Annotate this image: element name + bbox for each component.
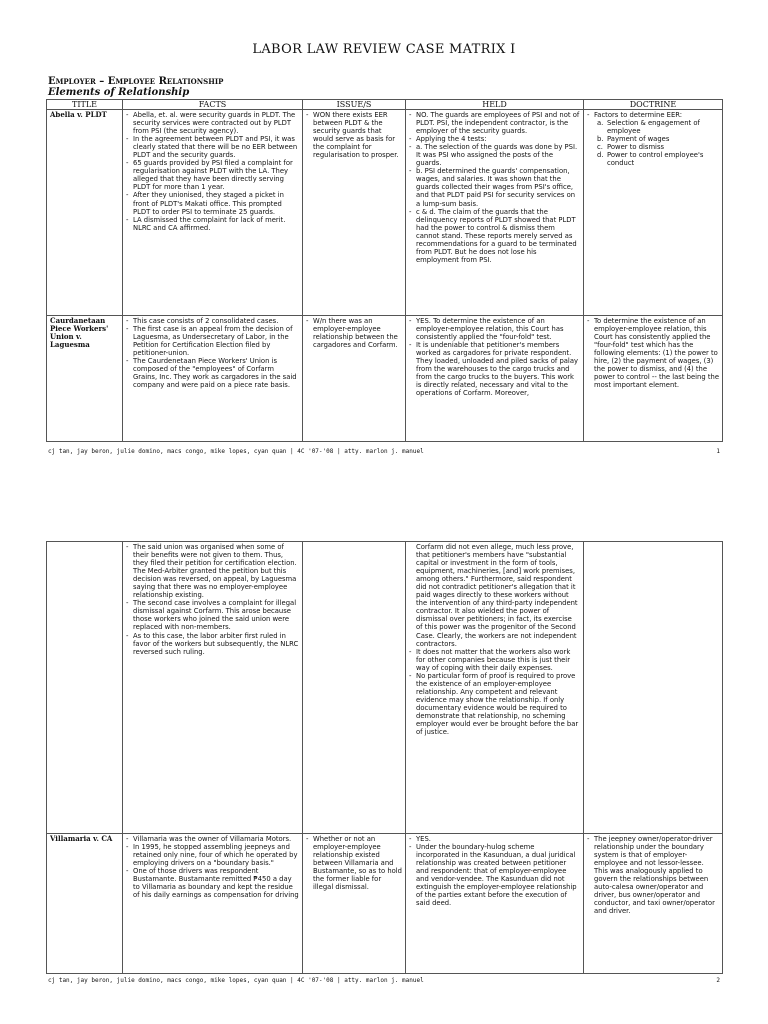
table-row — [47, 542, 723, 834]
issues-cell — [303, 542, 406, 834]
list-item: - It does not matter that the workers also work for other companies because this is just their way of coping with their daily expenses. — [409, 648, 580, 672]
list-item: - In the agreement between PLDT and PSI, it was clearly stated that there will be no EER between PLDT and the security guards. — [126, 135, 299, 159]
list-item: - This case consists of 2 consolidated cases. — [126, 317, 299, 325]
header-issues: ISSUE/S — [303, 100, 406, 110]
list-item: Corfarm did not even allege, much less prove, that petitioner's members have "substantial capital or investment in the form of tools, equipment, machineries, [and] work premises, among others." Furthermore, said respondent did not contradict petitioner's allegation that it paid wages directly to these workers without the intervention of any third-party independent contractor. It also wielded the power of dismissal over petitioners; in fact, its exercise of this power was the progenitor of the Second Case. Clearly, the workers are not independent contractors. — [416, 543, 578, 648]
table-row — [47, 110, 723, 316]
list-item: - Whether or not an employer-employee relationship existed between Villamaria and Bustamante, so as to hold the former liable for illegal dismissal. — [306, 835, 402, 891]
case-title: Caurdanetaan Piece Workers' Union v. Laguesma — [47, 316, 123, 442]
page-footer — [48, 977, 720, 984]
doctrine-cell — [584, 834, 723, 974]
page-number: 1 — [716, 448, 720, 455]
doctrine-cell — [584, 110, 723, 316]
list-item: - LA dismissed the complaint for lack of merit. NLRC and CA affirmed. — [126, 216, 299, 232]
doctrine-cell — [584, 542, 723, 834]
issues-cell — [303, 834, 406, 974]
list-item: - After they unionised, they staged a picket in front of PLDT's Makati office. This prompted PLDT to order PSI to terminate 25 guards. — [126, 191, 299, 215]
list-item: - YES. — [409, 835, 580, 843]
page-footer — [48, 448, 720, 455]
footer-credits: cj tan, jay beron, julie domino, macs congo, mike lopes, cyan quan | 4C '07-'08 | atty. marlon j. manuel — [48, 448, 424, 455]
case-matrix-table-page1 — [46, 99, 723, 442]
case-title — [47, 542, 123, 834]
list-item: - 65 guards provided by PSI filed a complaint for regularisation against PLDT with the LA. They alleged that they have been directly serving PLDT for more than 1 year. — [126, 159, 299, 191]
list-item: c. Power to dismiss — [597, 143, 719, 151]
page-number: 2 — [716, 977, 720, 984]
list-item: - The said union was organised when some of their benefits were not given to them. Thus, they filed their petition for certification election. The Med-Arbiter granted the petition but this decision was reversed, on appeal, by Laguesma saying that there was no employer-employee relationship existing. — [126, 543, 299, 599]
list-item: - One of those drivers was respondent Bustamante. Bustamante remitted ₱450 a day to Villamaria as boundary and kept the residue of his daily earnings as compensation for driving — [126, 867, 299, 899]
list-item: d. Power to control employee's conduct — [597, 151, 719, 167]
issues-cell — [303, 110, 406, 316]
list-item: - As to this case, the labor arbiter first ruled in favor of the workers but subsequently, the NLRC reversed such ruling. — [126, 632, 299, 656]
facts-cell — [123, 834, 303, 974]
list-item: - Under the boundary-hulog scheme incorporated in the Kasunduan, a dual juridical relationship was created between petitioner and respondent: that of employer-employee and vendor-vendee. The Kasunduan did not extinguish the employer-employee relationship of the parties extant before the execution of said deed. — [409, 843, 580, 907]
list-item: - It is undeniable that petitioner's members worked as cargadores for private respondent. They loaded, unloaded and piled sacks of palay from the warehouses to the cargo trucks and from the cargo trucks to the buyers. This work is directly related, necessary and vital to the operations of Corfarm. Moreover, — [409, 341, 580, 397]
list-item: - Abella, et. al. were security guards in PLDT. The security services were contracted out by PLDT from PSI (the security agency). — [126, 111, 299, 135]
list-item: - The first case is an appeal from the decision of Laguesma, as Undersecretary of Labor, in the Petition for Certification Election filed by petitioner-union. — [126, 325, 299, 357]
list-item: - To determine the existence of an employer-employee relation, this Court has consistently applied the "four-fold" test which has the following elements: (1) the power to hire, (2) the payment of wages, (3) the power to dismiss, and (4) the power to control -- the last being the most important element. — [587, 317, 719, 389]
case-title: Villamaria v. CA — [47, 834, 123, 974]
table-header-row — [47, 100, 723, 110]
list-item: - W/n there was an employer-employee relationship between the cargadores and Corfarm. — [306, 317, 402, 349]
list-item: - Applying the 4 tests: — [409, 135, 580, 143]
held-cell — [406, 542, 584, 834]
list-item: - In 1995, he stopped assembling jeepneys and retained only nine, four of which he operated by employing drivers on a "boundary basis." — [126, 843, 299, 867]
document-title: LABOR LAW REVIEW CASE MATRIX I — [252, 42, 516, 57]
facts-cell — [123, 110, 303, 316]
header-title: TITLE — [47, 100, 123, 110]
header-held: HELD — [406, 100, 584, 110]
issues-cell — [303, 316, 406, 442]
header-facts: FACTS — [123, 100, 303, 110]
table-row — [47, 316, 723, 442]
list-item: - Factors to determine EER: — [587, 111, 719, 119]
facts-cell — [123, 542, 303, 834]
list-item: - The second case involves a complaint for illegal dismissal against Corfarm. This arose because those workers who joined the said union were replaced with non-members. — [126, 599, 299, 631]
list-item: - WON there exists EER between PLDT & the security guards that would serve as basis for the complaint for regularisation to prosper. — [306, 111, 402, 159]
list-item: - YES. To determine the existence of an employer-employee relation, this Court has consistently applied the "four-fold" test. — [409, 317, 580, 341]
facts-cell — [123, 316, 303, 442]
list-item: - The Caurdenetaan Piece Workers' Union is composed of the "employees" of Corfarm Grains, Inc. They work as cargadores in the said company and were paid on a piece rate basis. — [126, 357, 299, 389]
list-item: - No particular form of proof is required to prove the existence of an employer-employee relationship. Any competent and relevant evidence may show the relationship. If only documentary evidence would be required to demonstrate that relationship, no scheming employer would ever be brought before the bar of justice. — [409, 672, 580, 736]
list-item: - c & d. The claim of the guards that the delinquency reports of PLDT showed that PLDT had the power to control & dismiss them cannot stand. These reports merely served as recommendations for a guard to be terminated from PLDT. But he does not lose his employment from PSI. — [409, 208, 580, 264]
list-item: - Villamaria was the owner of Villamaria Motors. — [126, 835, 299, 843]
case-matrix-table-page2 — [46, 541, 723, 974]
list-item: - a. The selection of the guards was done by PSI. It was PSI who assigned the posts of the guards. — [409, 143, 580, 167]
table-row — [47, 834, 723, 974]
list-item: b. Payment of wages — [597, 135, 719, 143]
header-doctrine: DOCTRINE — [584, 100, 723, 110]
held-cell — [406, 316, 584, 442]
list-item: - The jeepney owner/operator-driver relationship under the boundary system is that of employer-employee and not lessor-lessee. This was analogously applied to govern the relationships between auto-calesa owner/operator and driver, bus owner/operator and conductor, and taxi owner/operator and driver. — [587, 835, 719, 915]
section-heading: Employer – Employee Relationship — [48, 76, 224, 87]
held-cell — [406, 110, 584, 316]
subsection-heading: Elements of Relationship — [48, 87, 190, 98]
footer-credits: cj tan, jay beron, julie domino, macs congo, mike lopes, cyan quan | 4C '07-'08 | atty. marlon j. manuel — [48, 977, 424, 984]
list-item: a. Selection & engagement of employee — [597, 119, 719, 135]
doctrine-cell — [584, 316, 723, 442]
held-cell — [406, 834, 584, 974]
list-item: - NO. The guards are employees of PSI and not of PLDT. PSI, the independent contractor, is the employer of the security guards. — [409, 111, 580, 135]
list-item: - b. PSI determined the guards' compensation, wages, and salaries. It was shown that the guards collected their wages from PSI's office, and that PLDT paid PSI for security services on a lump-sum basis. — [409, 167, 580, 207]
case-title: Abella v. PLDT — [47, 110, 123, 316]
